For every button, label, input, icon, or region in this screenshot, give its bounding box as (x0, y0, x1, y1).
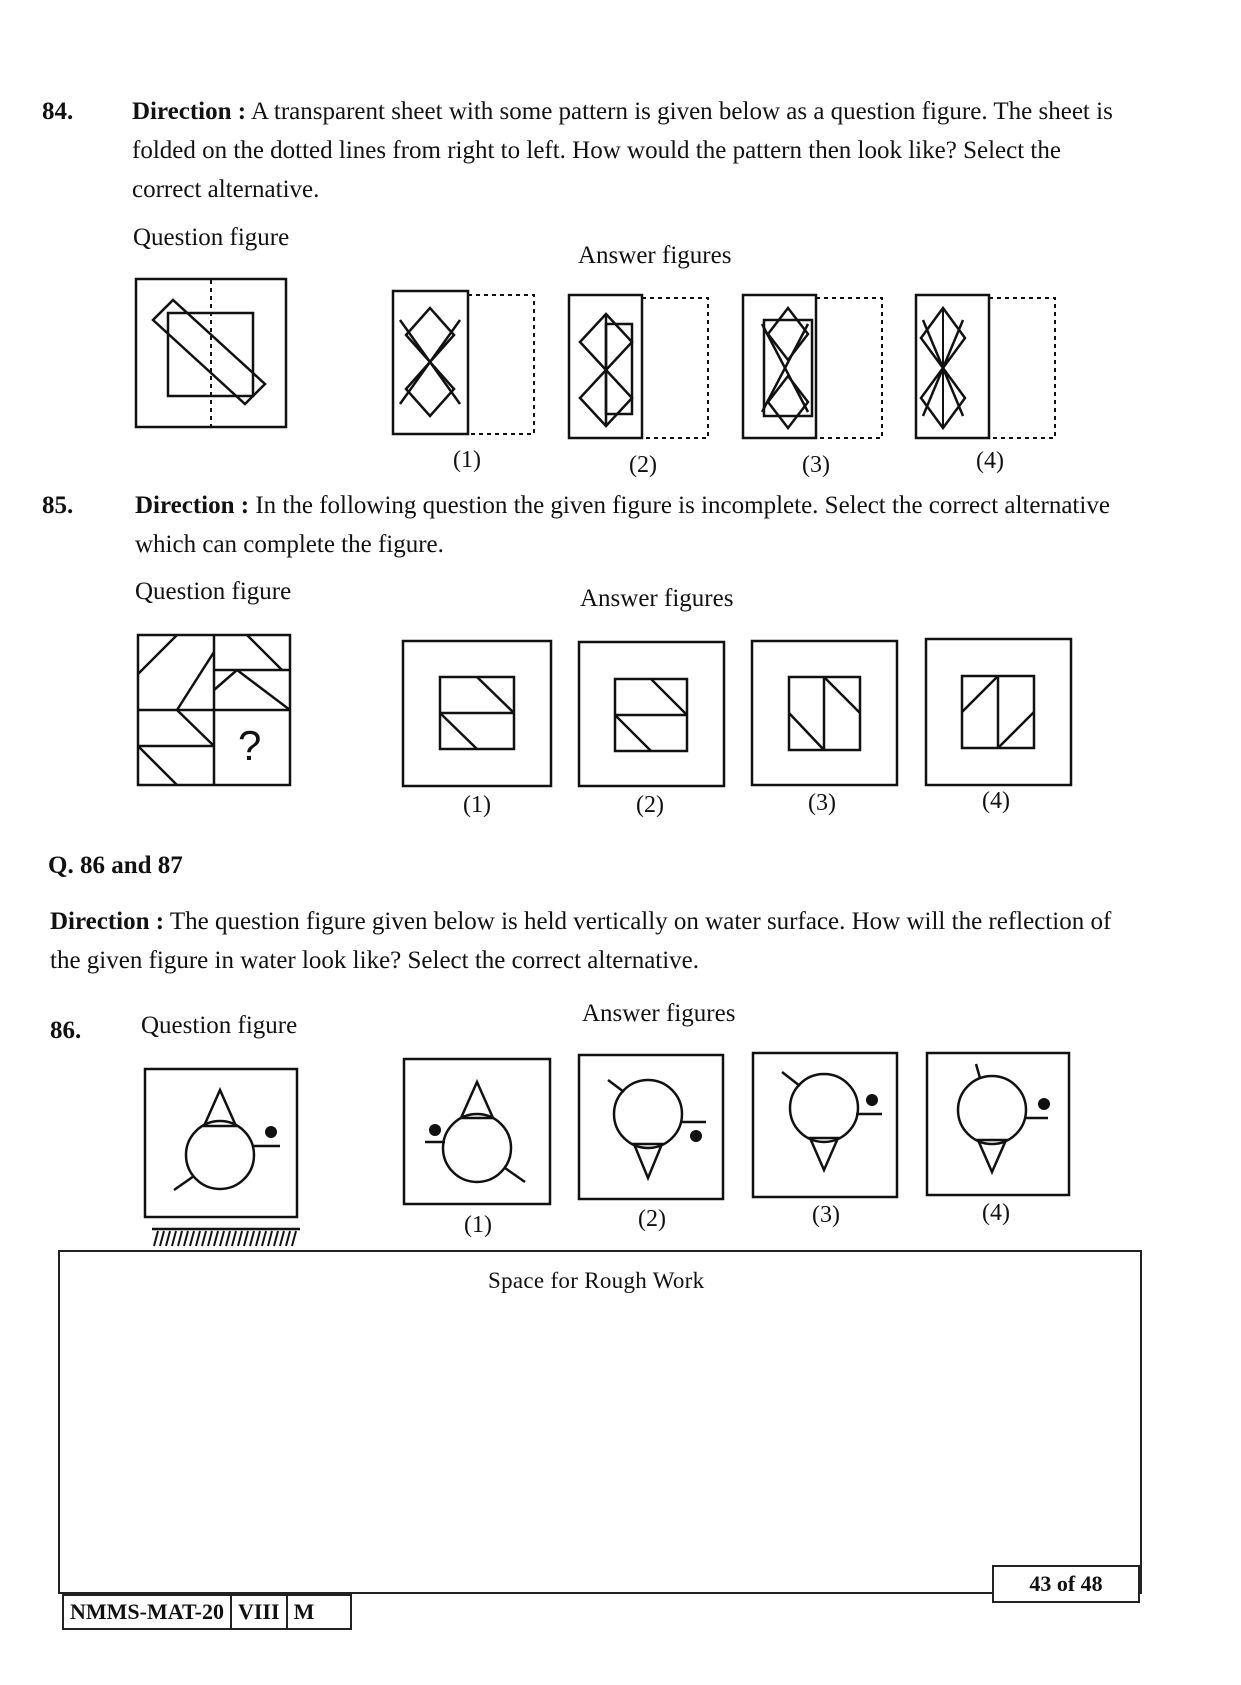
q85-question-figure (137, 634, 293, 786)
q86-option-3-label: (3) (812, 1202, 840, 1228)
class-code: VIII (232, 1594, 288, 1630)
q84-direction (132, 92, 1132, 209)
q85-answer-figure-1[interactable] (402, 640, 552, 788)
question-number-84: 84. (42, 98, 74, 125)
q85-option-4-label: (4) (982, 788, 1010, 814)
rough-work-label: Space for Rough Work (488, 1268, 705, 1293)
q86-87-heading: Q. 86 and 87 (48, 852, 183, 879)
q84-direction-label: Direction : (132, 98, 247, 125)
q85-direction-label: Direction : (135, 492, 250, 519)
q84-answer-figure-1[interactable] (392, 290, 542, 442)
q85-question-figure-label: Question figure (135, 578, 292, 605)
q84-answer-figure-3[interactable] (742, 294, 892, 444)
q86-option-1-label: (1) (464, 1212, 492, 1238)
exam-code: NMMS-MAT-20 (62, 1594, 232, 1630)
q85-answer-figures-label: Answer figures (580, 585, 734, 612)
q86-answer-figure-4[interactable] (926, 1052, 1074, 1198)
q86-question-figure-label: Question figure (141, 1012, 298, 1039)
question-number-85: 85. (42, 492, 74, 519)
q84-question-figure (135, 278, 288, 430)
q84-answer-figures-label: Answer figures (578, 242, 732, 269)
page-number: 43 of 48 (992, 1565, 1140, 1603)
q85-missing-mark: ? (238, 722, 262, 769)
footer-code-box (62, 1594, 352, 1630)
q84-option-1-label: (1) (453, 447, 481, 473)
q86-answer-figures-label: Answer figures (582, 1000, 736, 1027)
rough-work-area[interactable] (58, 1250, 1142, 1594)
q86-answer-figure-1[interactable] (403, 1058, 553, 1206)
q84-direction-text: A transparent sheet with some pattern is given below as a question figure. The sheet is folded on the dotted lines from right to left. How would the pattern then look like? Select the correct alternative. (132, 98, 1113, 203)
q86-87-direction (50, 902, 1140, 980)
q86-87-direction-text: The question figure given below is held vertically on water surface. How will the reflection of the given figure in water look like? Select the correct alternative. (50, 908, 1112, 974)
q85-direction-text: In the following question the given figure is incomplete. Select the correct alternative which can complete the figure. (135, 492, 1110, 558)
q84-answer-figure-4[interactable] (915, 294, 1065, 444)
q84-option-4-label: (4) (976, 448, 1004, 474)
q85-answer-figure-4[interactable] (925, 638, 1073, 788)
q85-option-3-label: (3) (808, 790, 836, 816)
q86-answer-figure-3[interactable] (752, 1052, 900, 1200)
q86-answer-figure-2[interactable] (578, 1054, 726, 1202)
q86-87-direction-label: Direction : (50, 908, 165, 935)
q86-option-2-label: (2) (638, 1206, 666, 1232)
q84-option-3-label: (3) (802, 452, 830, 478)
q85-answer-figure-2[interactable] (578, 641, 726, 789)
q85-option-1-label: (1) (463, 792, 491, 818)
medium-code: M (288, 1594, 352, 1630)
q84-answer-figure-2[interactable] (568, 294, 718, 444)
q84-option-2-label: (2) (629, 452, 657, 478)
q85-answer-figure-3[interactable] (751, 640, 899, 788)
q86-question-figure (144, 1068, 300, 1248)
q85-direction (135, 486, 1135, 564)
question-number-86: 86. (50, 1017, 82, 1044)
q86-option-4-label: (4) (982, 1200, 1010, 1226)
q85-option-2-label: (2) (636, 792, 664, 818)
q84-question-figure-label: Question figure (133, 224, 290, 251)
